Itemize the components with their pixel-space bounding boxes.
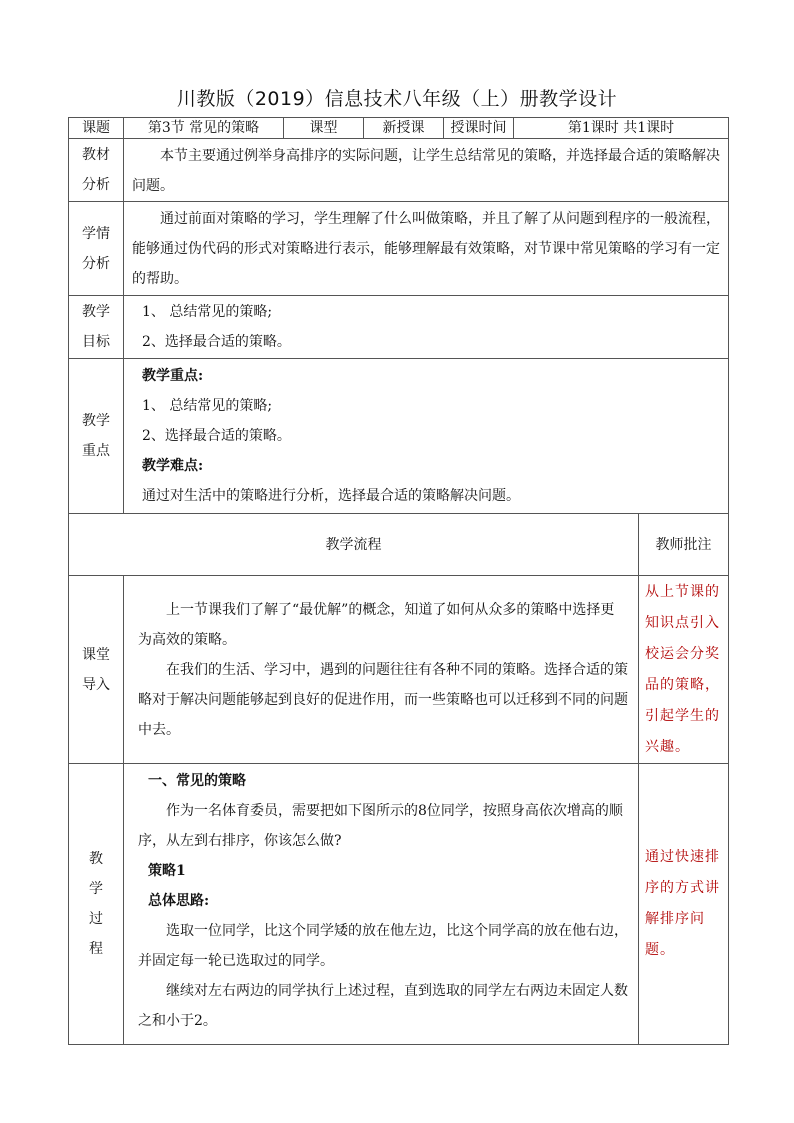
analysis-label-text: 教材 分析 bbox=[82, 147, 110, 193]
time-label: 授课时间 bbox=[444, 118, 514, 139]
goals-cell bbox=[124, 296, 729, 359]
analysis-cell bbox=[124, 139, 729, 202]
goals-label bbox=[69, 296, 124, 359]
intro-paragraph-2: 在我们的生活、学习中，遇到的问题往往有各种不同的策略。选择合适的策略对于解决问题能够起到良好的促进作用，而一些策略也可以迁移到不同的问题中去。 bbox=[138, 661, 628, 738]
difficulty-text: 通过对生活中的策略进行分析，选择最合适的策略解决问题。 bbox=[142, 488, 520, 504]
lesson-plan-table bbox=[68, 117, 729, 1045]
notes-heading: 教师批注 bbox=[639, 514, 729, 576]
time-value: 第1课时 共1课时 bbox=[514, 118, 729, 139]
goals-label-text: 教学 目标 bbox=[82, 304, 110, 350]
flow-heading: 教学流程 bbox=[69, 514, 639, 576]
keypoints-row bbox=[69, 359, 729, 514]
flow-heading-row bbox=[69, 514, 729, 576]
goal-item: 1、 总结常见的策略; bbox=[142, 304, 273, 320]
process-paragraph-3: 继续对左右两边的同学执行上述过程，直到选取的同学左右两边未固定人数之和小于2。 bbox=[138, 983, 628, 1029]
intro-label bbox=[69, 576, 124, 764]
document-title: 川教版（2019）信息技术八年级（上）册教学设计 bbox=[176, 88, 618, 110]
learners-cell bbox=[124, 202, 729, 296]
learners-label-text: 学情 分析 bbox=[82, 225, 110, 272]
topic-label: 课题 bbox=[69, 118, 124, 139]
process-paragraph-2: 选取一位同学，比这个同学矮的放在他左边，比这个同学高的放在他右边，并固定每一轮已选取过的同学。 bbox=[138, 923, 628, 969]
overall-title: 总体思路: bbox=[148, 893, 210, 909]
strategy-title: 策略1 bbox=[148, 863, 186, 879]
intro-row bbox=[69, 576, 729, 764]
analysis-text: 本节主要通过例举身高排序的实际问题，让学生总结常见的策略，并选择最合适的策略解决问题。 bbox=[132, 148, 720, 194]
key-title: 教学重点: bbox=[142, 368, 204, 384]
topic-value: 第3节 常见的策略 bbox=[124, 118, 284, 139]
process-teacher-note: 通过快速排序的方式讲解排序问题。 bbox=[639, 764, 729, 1045]
type-label: 课型 bbox=[284, 118, 364, 139]
header-row bbox=[69, 118, 729, 139]
analysis-label bbox=[69, 139, 124, 202]
keypoints-label bbox=[69, 359, 124, 514]
goals-row bbox=[69, 296, 729, 359]
keypoints-label-text: 教学 重点 bbox=[82, 413, 110, 459]
analysis-row bbox=[69, 139, 729, 202]
goal-item: 2、选择最合适的策略。 bbox=[142, 334, 291, 350]
keypoints-cell bbox=[124, 359, 729, 514]
intro-cell bbox=[124, 576, 639, 764]
section-title: 一、常见的策略 bbox=[148, 773, 246, 789]
type-value: 新授课 bbox=[364, 118, 444, 139]
intro-paragraph-1: 上一节课我们了解了“最优解”的概念，知道了如何从众多的策略中选择更为高效的策略。 bbox=[138, 601, 615, 648]
process-row bbox=[69, 764, 729, 1045]
process-cell bbox=[124, 764, 639, 1045]
process-label bbox=[69, 764, 124, 1045]
intro-label-text: 课堂 导入 bbox=[82, 646, 110, 693]
key-item: 1、 总结常见的策略; bbox=[142, 398, 273, 414]
intro-teacher-note: 从上节课的知识点引入校运会分奖品的策略，引起学生的兴趣。 bbox=[639, 576, 729, 764]
learners-label bbox=[69, 202, 124, 296]
learners-row bbox=[69, 202, 729, 296]
key-item: 2、选择最合适的策略。 bbox=[142, 428, 291, 444]
process-label-text: 教 学 过 程 bbox=[89, 851, 103, 957]
difficulty-title: 教学难点: bbox=[142, 458, 204, 474]
learners-text: 通过前面对策略的学习，学生理解了什么叫做策略，并且了解了从问题到程序的一般流程，能够通过伪代码的形式对策略进行表示，能够理解最有效策略，对节课中常见策略的学习有一定的帮助。 bbox=[132, 211, 720, 287]
process-paragraph-1: 作为一名体育委员，需要把如下图所示的8位同学，按照身高依次增高的顺序，从左到右排序，你该怎么做? bbox=[138, 803, 623, 849]
